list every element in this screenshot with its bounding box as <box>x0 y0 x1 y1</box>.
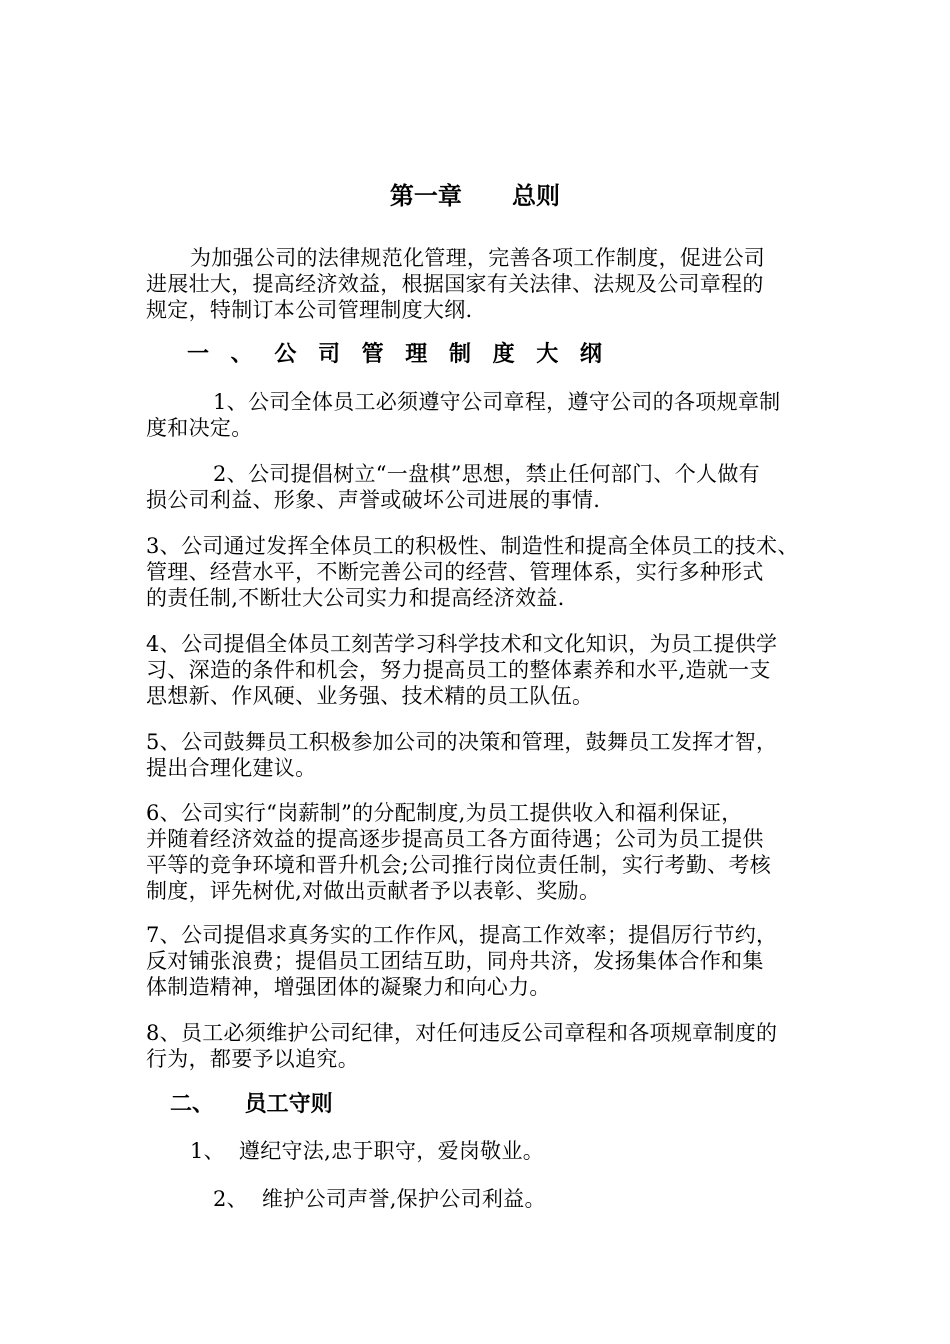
item-5-line-2: 提出合理化建议。 <box>146 756 317 780</box>
item-6-line-4: 制度，评先树优,对做出贡献者予以表彰、奖励。 <box>146 879 601 903</box>
item-4-line-3: 思想新、作风硬、业务强、技术精的员工队伍。 <box>146 684 594 708</box>
chapter-title: 第一章 总则 <box>389 182 561 210</box>
section-1-title: 一 、 公 司 管 理 制 度 大 纲 <box>187 342 609 367</box>
item-7-line-1: 7、公司提倡求真务实的工作作风，提高工作效率；提倡厉行节约， <box>146 923 778 947</box>
intro-line-2: 进展壮大，提高经济效益，根据国家有关法律、法规及公司章程的 <box>146 272 764 296</box>
item-2-line-1: 2、公司提倡树立“一盘棋”思想，禁止任何部门、个人做有 <box>213 462 760 486</box>
item-3-line-1: 3、公司通过发挥全体员工的积极性、制造性和提高全体员工的技术、 <box>146 534 799 558</box>
item-7-line-2: 反对铺张浪费；提倡员工团结互助，同舟共济，发扬集体合作和集 <box>146 949 764 973</box>
item-6-line-2: 并随着经济效益的提高逐步提高员工各方面待遇；公司为员工提供 <box>146 827 764 851</box>
item-1-line-1: 1、公司全体员工必须遵守公司章程，遵守公司的各项规章制 <box>213 390 781 414</box>
rule-2: 2、 维护公司声誉,保护公司利益。 <box>213 1187 546 1211</box>
intro-line-3: 规定，特制订本公司管理制度大纲. <box>146 298 473 322</box>
item-3-line-3: 的责任制,不断壮大公司实力和提高经济效益. <box>146 586 565 610</box>
item-3-line-2: 管理、经营水平，不断完善公司的经营、管理体系，实行多种形式 <box>146 560 764 584</box>
item-2-line-2: 损公司利益、形象、声誉或破坏公司进展的事情. <box>146 488 601 512</box>
item-7-line-3: 体制造精神，增强团体的凝聚力和向心力。 <box>146 975 551 999</box>
item-4-line-2: 习、深造的条件和机会，努力提高员工的整体素养和水平,造就一支 <box>146 658 771 682</box>
item-4-line-1: 4、公司提倡全体员工刻苦学习科学技术和文化知识，为员工提供学 <box>146 632 778 656</box>
intro-line-1: 为加强公司的法律规范化管理，完善各项工作制度，促进公司 <box>190 246 766 270</box>
item-8-line-2: 行为，都要予以追究。 <box>146 1047 359 1071</box>
item-1-line-2: 度和决定。 <box>146 416 253 440</box>
rule-1: 1、 遵纪守法,忠于职守，爱岗敬业。 <box>190 1139 545 1163</box>
item-5-line-1: 5、公司鼓舞员工积极参加公司的决策和管理，鼓舞员工发挥才智， <box>146 730 778 754</box>
section-2-title: 二、 员工守则 <box>170 1092 333 1117</box>
item-6-line-1: 6、公司实行“岗薪制”的分配制度,为员工提供收入和福利保证， <box>146 801 743 825</box>
item-6-line-3: 平等的竞争环境和晋升机会;公司推行岗位责任制，实行考勤、考核 <box>146 853 772 877</box>
item-8-line-1: 8、员工必须维护公司纪律，对任何违反公司章程和各项规章制度的 <box>146 1021 778 1045</box>
